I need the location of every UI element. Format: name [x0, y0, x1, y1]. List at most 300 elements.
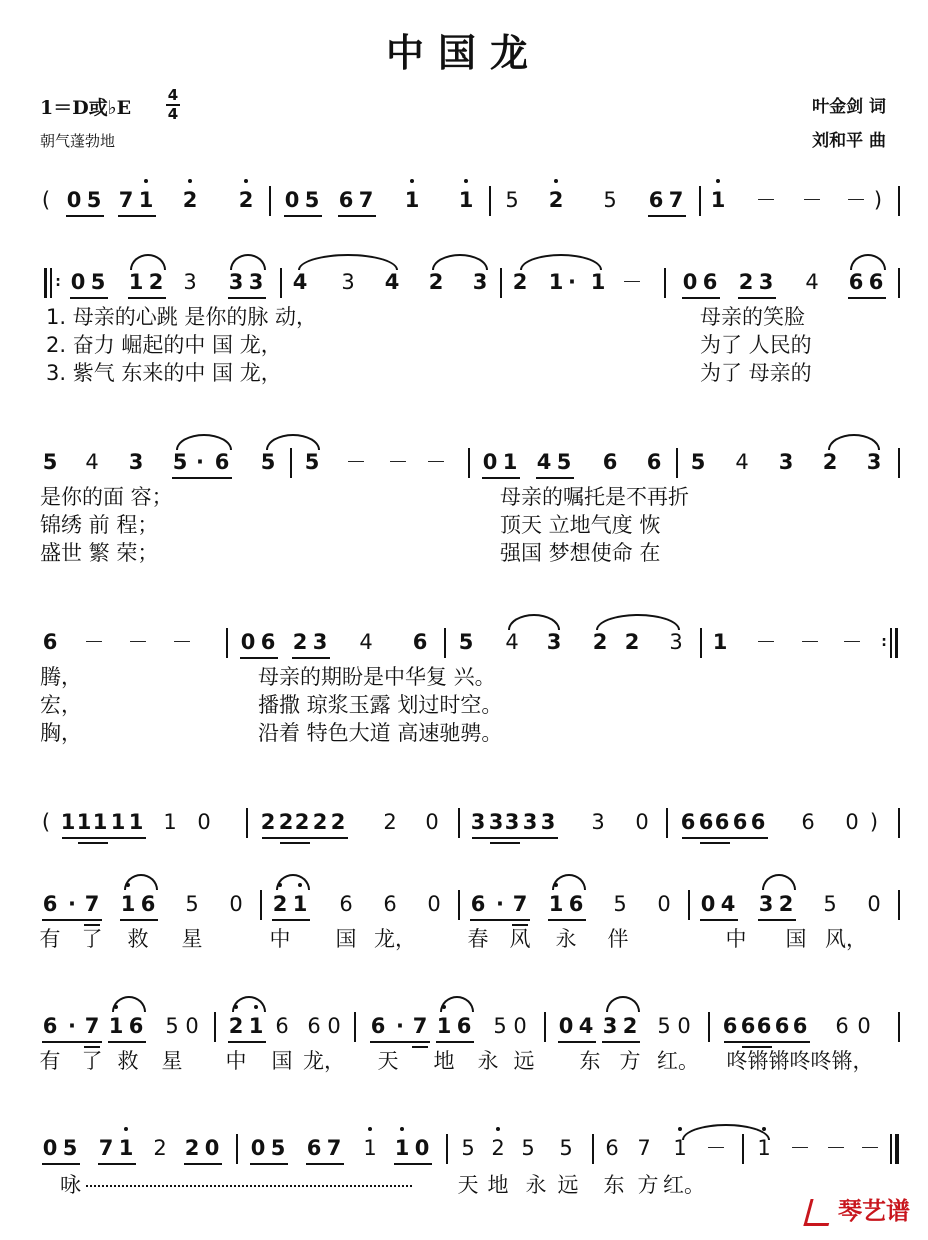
note: 3	[504, 810, 520, 834]
lyric-syllable: 春	[467, 927, 489, 951]
lyric-line-2b: 为了 人民的	[700, 333, 812, 357]
slur	[762, 874, 796, 890]
underline	[250, 1163, 288, 1165]
note: 2	[238, 188, 254, 212]
note: 0	[240, 630, 256, 654]
notes-row-4	[0, 628, 928, 668]
barline	[666, 808, 668, 838]
barline	[676, 448, 678, 478]
dash: －	[755, 188, 777, 212]
lyric-line-2b: 播撒 琼浆玉露 划过时空。	[258, 693, 503, 717]
lyric-line-1: 腾，	[40, 665, 82, 689]
barline	[246, 808, 248, 838]
dash: －	[127, 630, 149, 654]
note: 3	[341, 270, 355, 294]
underline	[118, 215, 156, 217]
slur	[276, 874, 310, 890]
lyric-syllable: 东	[579, 1049, 601, 1073]
dot: ·	[196, 450, 204, 474]
note: 2	[330, 810, 346, 834]
barline	[236, 1134, 238, 1164]
note: 6	[740, 1014, 756, 1038]
note: 0	[482, 450, 498, 474]
underline	[42, 1163, 80, 1165]
note: 6	[42, 892, 58, 916]
slur	[606, 996, 640, 1012]
slur	[552, 874, 586, 890]
underline-double	[700, 842, 730, 844]
notes-row-1	[0, 186, 928, 226]
octave-dot	[400, 1127, 404, 1131]
lyric-syllable: 风	[509, 927, 531, 951]
lyric-syllable: 救	[117, 1049, 139, 1073]
barline	[280, 268, 282, 298]
note: 6	[750, 810, 766, 834]
note: 1	[548, 892, 564, 916]
note: 6	[714, 810, 730, 834]
note: 4	[505, 630, 519, 654]
dash: －	[789, 1136, 811, 1160]
lyric-syllable: 天	[377, 1049, 399, 1073]
dash: －	[387, 450, 409, 474]
barline	[688, 890, 690, 920]
note: 5	[521, 1136, 535, 1160]
note: 1	[120, 892, 136, 916]
underline	[108, 1041, 146, 1043]
octave-dot	[144, 179, 148, 183]
dash: －	[621, 270, 643, 294]
underline	[70, 297, 108, 299]
barline	[269, 186, 271, 216]
note: 3	[183, 270, 197, 294]
note: 1	[363, 1136, 377, 1160]
lyric-hum: 咏	[60, 1173, 81, 1197]
underline	[262, 837, 348, 839]
barline	[500, 268, 502, 298]
note: 7	[326, 1136, 342, 1160]
note: 6	[306, 1136, 322, 1160]
dot: ·	[68, 892, 76, 916]
note: 6	[756, 1014, 772, 1038]
barline	[898, 890, 900, 920]
barline	[489, 186, 491, 216]
tie	[230, 254, 266, 270]
composer-credit: 刘和平 曲	[812, 131, 886, 151]
lyric-syllable: 天	[457, 1173, 479, 1197]
octave-dot	[496, 1127, 500, 1131]
lyric-line-1: 1. 母亲的心跳 是你的脉 动，	[46, 305, 318, 329]
dash: －	[845, 188, 867, 212]
lyric-syllable: 中	[725, 927, 747, 951]
lyric-line-chorus-2	[0, 1048, 928, 1076]
note: 0	[845, 810, 859, 834]
note: 6	[648, 188, 664, 212]
time-signature	[166, 88, 180, 122]
note: 5	[505, 188, 519, 212]
lyric-syllable: 星	[181, 927, 203, 951]
lyric-syllable: 远	[513, 1049, 535, 1073]
note: 4	[805, 270, 819, 294]
underline	[848, 297, 886, 299]
note: 5	[461, 1136, 475, 1160]
note: 2	[184, 1136, 200, 1160]
underline	[98, 1163, 136, 1165]
note: 6	[680, 810, 696, 834]
slur	[112, 996, 146, 1012]
note: 6	[470, 892, 486, 916]
note: 4	[720, 892, 736, 916]
note: 7	[512, 892, 528, 916]
dash: －	[755, 630, 777, 654]
final-barline-thick	[895, 1134, 899, 1164]
note: 6	[42, 1014, 58, 1038]
lyric-line-2b: 顶天 立地气度 恢	[500, 513, 661, 537]
note: 2	[592, 630, 608, 654]
underline	[648, 215, 686, 217]
note: 3	[128, 450, 144, 474]
note: 5	[613, 892, 627, 916]
underline	[436, 1041, 474, 1043]
slur	[232, 996, 266, 1012]
note: 1	[394, 1136, 410, 1160]
repeat-start-thick	[44, 268, 47, 298]
underline	[292, 657, 330, 659]
note: 2	[292, 630, 308, 654]
note: 6	[339, 892, 353, 916]
note: 7	[412, 1014, 428, 1038]
final-barline-thin	[890, 1134, 892, 1164]
repeat-dots: :	[881, 634, 887, 650]
underline	[470, 919, 530, 921]
note: 2	[278, 810, 294, 834]
note: 5	[657, 1014, 671, 1038]
note: 7	[637, 1136, 651, 1160]
logo-text: 琴艺谱	[838, 1197, 910, 1225]
note: 2	[228, 1014, 244, 1038]
note: 5	[458, 630, 474, 654]
time-signature-top: 4	[167, 86, 179, 104]
underline	[370, 1041, 430, 1043]
note: 0	[70, 270, 86, 294]
note: 1	[128, 270, 144, 294]
note: 0	[682, 270, 698, 294]
underline	[394, 1163, 432, 1165]
note: 4	[578, 1014, 594, 1038]
underline	[758, 919, 796, 921]
note: 4	[536, 450, 552, 474]
time-signature-bottom: 4	[167, 105, 179, 123]
repeat-dots: :	[55, 274, 61, 290]
barline	[699, 186, 701, 216]
dash: －	[705, 1136, 727, 1160]
note: 4	[735, 450, 749, 474]
note: 0	[42, 1136, 58, 1160]
note: 5	[559, 1136, 573, 1160]
note: 0	[284, 188, 300, 212]
barline	[468, 448, 470, 478]
underline	[472, 837, 558, 839]
barline	[898, 268, 900, 298]
note: 6	[568, 892, 584, 916]
octave-dot	[716, 179, 720, 183]
note: 7	[84, 892, 100, 916]
barline	[708, 1012, 710, 1042]
note: 0	[513, 1014, 527, 1038]
note: 1	[128, 810, 144, 834]
barline	[700, 628, 702, 658]
note: 1	[548, 270, 564, 294]
lyric-line-3b: 为了 母亲的	[700, 361, 812, 385]
note: 5	[493, 1014, 507, 1038]
barline	[260, 890, 262, 920]
note: 6	[383, 892, 397, 916]
lyric-syllable: 红。	[657, 1049, 699, 1073]
note: 6	[605, 1136, 619, 1160]
notes-row-8	[0, 1134, 928, 1174]
dash: －	[801, 188, 823, 212]
note: 5	[172, 450, 188, 474]
note: 2	[778, 892, 794, 916]
note: 6	[412, 630, 428, 654]
key-signature: 1＝D或♭E	[40, 97, 132, 119]
lyric-syllable: 咚锵锵咚咚锵，	[726, 1049, 874, 1073]
lyric-syllable: 远	[557, 1173, 579, 1197]
note: 1	[404, 188, 420, 212]
tempo-marking: 朝气蓬勃地	[40, 132, 116, 150]
note: 2	[822, 450, 838, 474]
note: 1	[248, 1014, 264, 1038]
note: 6	[307, 1014, 321, 1038]
note: 1	[110, 810, 126, 834]
notes-row-7	[0, 1012, 928, 1052]
note: 6	[140, 892, 156, 916]
underline	[228, 1041, 266, 1043]
note: 5	[690, 450, 706, 474]
lyric-syllable: 方	[637, 1173, 659, 1197]
note: 6	[774, 1014, 790, 1038]
note: 6	[848, 270, 864, 294]
note: 0	[635, 810, 649, 834]
note: 1	[673, 1136, 687, 1160]
note: 5	[823, 892, 837, 916]
dash: －	[171, 630, 193, 654]
note: 2	[383, 810, 397, 834]
note: 5	[185, 892, 199, 916]
note: 1	[458, 188, 474, 212]
note: 0	[425, 810, 439, 834]
lyric-line-ending	[0, 1172, 928, 1200]
note: 3	[758, 270, 774, 294]
note: 3	[546, 630, 562, 654]
note: 6	[722, 1014, 738, 1038]
note: 2	[294, 810, 310, 834]
note: 5	[86, 188, 102, 212]
note: 7	[668, 188, 684, 212]
note: 0	[229, 892, 243, 916]
lyric-line-2: 2. 奋力 崛起的中 国 龙，	[46, 333, 282, 357]
lyric-syllable: 了	[81, 927, 103, 951]
lyric-syllable: 永	[477, 1049, 499, 1073]
note: 3	[312, 630, 328, 654]
note: 3	[602, 1014, 618, 1038]
lyric-line-3: 3. 紫气 东来的中 国 龙，	[46, 361, 282, 385]
note: 2	[624, 630, 640, 654]
dot: ·	[396, 1014, 404, 1038]
underline-double	[280, 842, 310, 844]
lyric-line-3b: 沿着 特色大道 高速驰骋。	[258, 721, 503, 745]
note: 3	[669, 630, 683, 654]
lyric-syllable: 国	[785, 927, 807, 951]
note: 1	[436, 1014, 452, 1038]
note: 0	[185, 1014, 199, 1038]
note: 3	[540, 810, 556, 834]
slur	[124, 874, 158, 890]
underline	[128, 297, 166, 299]
octave-dot	[410, 179, 414, 183]
dot: ·	[496, 892, 504, 916]
note: 4	[85, 450, 99, 474]
lyricist-credit: 叶金剑 词	[812, 97, 886, 117]
note: 6	[275, 1014, 289, 1038]
underline	[700, 919, 738, 921]
note: 2	[491, 1136, 505, 1160]
note: 6	[698, 810, 714, 834]
underline-double	[490, 842, 520, 844]
note: 6	[602, 450, 618, 474]
lyric-line-2: 宏，	[40, 693, 82, 717]
underline	[682, 297, 720, 299]
lyric-syllable: 地	[487, 1173, 509, 1197]
repeat-end-thick	[895, 628, 898, 658]
note: 2	[548, 188, 564, 212]
lyric-line-3b: 强国 梦想使命 在	[500, 541, 661, 565]
dot: ·	[68, 1014, 76, 1038]
note: 6	[260, 630, 276, 654]
underline-double	[78, 842, 108, 844]
lyric-line-chorus-1	[0, 926, 928, 954]
dash: －	[83, 630, 105, 654]
octave-dot	[368, 1127, 372, 1131]
paren-open: (	[41, 188, 51, 212]
note: 5	[304, 188, 320, 212]
lyric-syllable: 有	[39, 1049, 61, 1073]
lyric-line-1b: 母亲的嘱托是不再折	[500, 485, 689, 509]
note: 3	[470, 810, 486, 834]
tie	[850, 254, 886, 270]
note: 3	[228, 270, 244, 294]
notes-row-3	[0, 448, 928, 488]
note: 0	[327, 1014, 341, 1038]
slur	[596, 614, 680, 630]
underline	[284, 215, 322, 217]
barline	[354, 1012, 356, 1042]
note: 2	[148, 270, 164, 294]
note: 0	[250, 1136, 266, 1160]
note: 6	[42, 630, 58, 654]
note: 5	[556, 450, 572, 474]
note: 2	[272, 892, 288, 916]
note: 1	[163, 810, 177, 834]
lyric-syllable: 国	[271, 1049, 293, 1073]
note: 5	[260, 450, 276, 474]
barline	[458, 890, 460, 920]
barline	[898, 1012, 900, 1042]
note: 3	[472, 270, 488, 294]
note: 3	[522, 810, 538, 834]
lyric-syllable: 风，	[825, 927, 867, 951]
note: 0	[558, 1014, 574, 1038]
note: 6	[128, 1014, 144, 1038]
note: 3	[591, 810, 605, 834]
note: 0	[427, 892, 441, 916]
note: 0	[204, 1136, 220, 1160]
underline	[724, 1041, 810, 1043]
note: 1	[92, 810, 108, 834]
underline	[42, 919, 102, 921]
underline	[738, 297, 776, 299]
underline	[62, 837, 146, 839]
barline	[898, 448, 900, 478]
note: 1	[292, 892, 308, 916]
slur	[176, 434, 232, 450]
lyric-syllable: 永	[555, 927, 577, 951]
paren-close: )	[873, 188, 883, 212]
underline	[272, 919, 310, 921]
note: 6	[214, 450, 230, 474]
note: 3	[488, 810, 504, 834]
notes-row-6	[0, 890, 928, 930]
dash: －	[799, 630, 821, 654]
lyric-syllable: 永	[525, 1173, 547, 1197]
note: 6	[646, 450, 662, 474]
underline	[66, 215, 104, 217]
note: 6	[338, 188, 354, 212]
barline	[290, 448, 292, 478]
barline	[544, 1012, 546, 1042]
lyric-line-3: 胸，	[40, 721, 82, 745]
lyric-syllable: 方	[619, 1049, 641, 1073]
note: 0	[66, 188, 82, 212]
barline	[898, 186, 900, 216]
slur	[130, 254, 166, 270]
note: 7	[84, 1014, 100, 1038]
note: 7	[358, 188, 374, 212]
note: 5	[62, 1136, 78, 1160]
underline	[306, 1163, 344, 1165]
note: 0	[857, 1014, 871, 1038]
note: 1	[108, 1014, 124, 1038]
note: 4	[292, 270, 308, 294]
note: 6	[801, 810, 815, 834]
underline	[184, 1163, 222, 1165]
note: 2	[153, 1136, 167, 1160]
lyric-syllable: 地	[433, 1049, 455, 1073]
note: 1	[138, 188, 154, 212]
score-title: 中国龙	[385, 30, 542, 75]
lyric-line-1b: 母亲的笑脸	[700, 305, 805, 329]
barline	[444, 628, 446, 658]
lyric-syllable: 东	[603, 1173, 625, 1197]
dash: －	[425, 450, 447, 474]
underline	[548, 919, 586, 921]
lyric-line-2: 锦绣 前 程；	[40, 513, 159, 537]
note: 2	[622, 1014, 638, 1038]
note: 1	[76, 810, 92, 834]
watermark-logo	[807, 1191, 910, 1226]
barline	[214, 1012, 216, 1042]
note: 0	[414, 1136, 430, 1160]
note: 6	[835, 1014, 849, 1038]
